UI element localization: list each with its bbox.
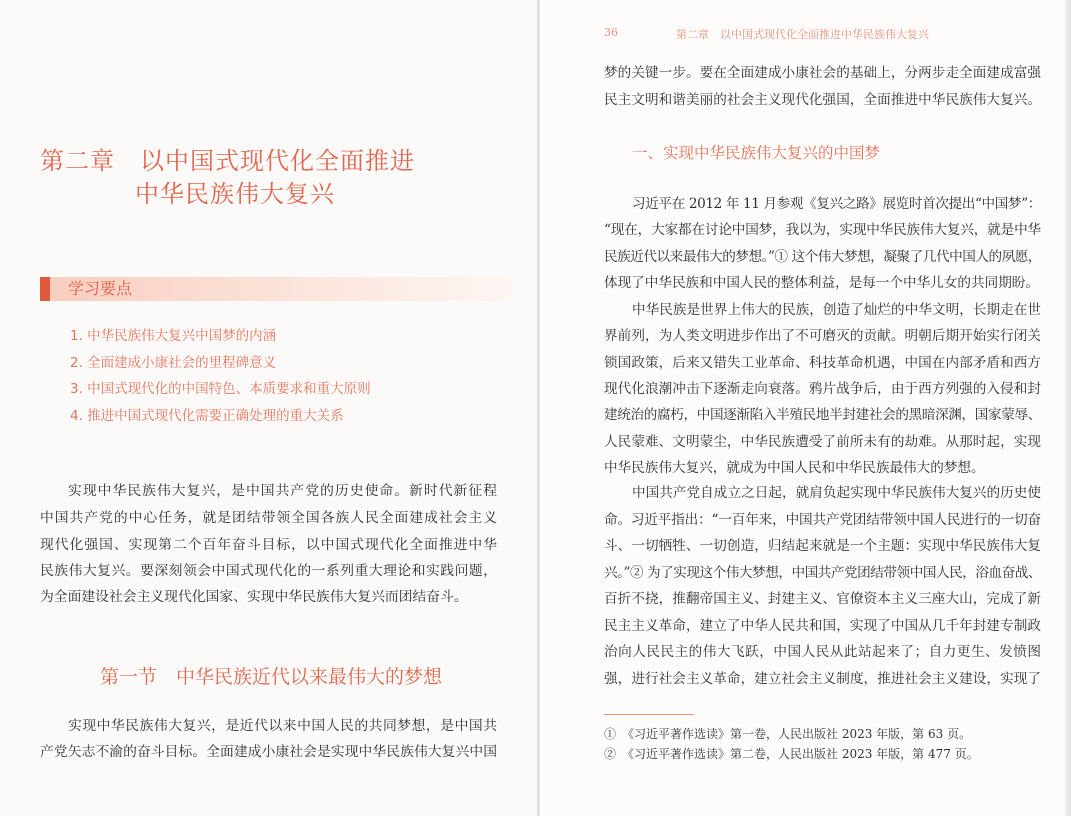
para1-line: 习近平在 2012 年 11 月参观《复兴之路》展览时首次提出“中国梦”：: [632, 196, 1041, 212]
key-point-item: 4. 推进中国式现代化需要正确处理的重大关系: [70, 408, 344, 424]
section-para-line: 产党矢志不渝的奋斗目标。全面建成小康社会是实现中华民族伟大复兴中国: [40, 744, 497, 760]
para2-line: 人民蒙难、文明蒙尘，中华民族遭受了前所未有的劫难。从那时起，实现: [604, 434, 1041, 450]
chapter-title-line-2: 中华民族伟大复兴: [135, 180, 335, 208]
footnote: ① 《习近平著作选读》第一卷，人民出版社 2023 年版，第 63 页。: [604, 727, 972, 741]
intro-line: 中国共产党的中心任务，就是团结带领全国各族人民全面建成社会主义: [40, 510, 497, 526]
para2-line: 锁国政策，后来又错失工业革命、科技革命机遇，中国在内部矛盾和西方: [604, 355, 1041, 371]
para3-line: 中国共产党自成立之日起，就肩负起实现中华民族伟大复兴的历史使: [632, 485, 1041, 501]
para2-line: 建统治的腐朽，中国逐渐陷入半殖民地半封建社会的黑暗深渊，国家蒙辱、: [604, 407, 1041, 423]
cont-para-line: 民主文明和谐美丽的社会主义现代化强国，全面推进中华民族伟大复兴。: [604, 92, 1041, 108]
intro-line: 现代化强国、实现第二个百年奋斗目标，以中国式现代化全面推进中华: [40, 537, 497, 553]
para1-line: 体现了中华民族和中国人民的整体利益，是每一个中华儿女的共同期盼。: [604, 275, 1039, 291]
key-point-item: 2. 全面建成小康社会的里程碑意义: [70, 355, 277, 371]
key-points-banner: [40, 277, 512, 301]
para3-line: 兴。”② 为了实现这个伟大梦想，中国共产党团结带领中国人民，浴血奋战、: [604, 565, 1042, 581]
para3-line: 命。习近平指出：“一百年来，中国共产党团结带领中国人民进行的一切奋: [604, 512, 1041, 528]
footnote-rule: [604, 714, 694, 715]
right-page: [540, 0, 1071, 816]
key-point-item: 3. 中国式现代化的中国特色、本质要求和重大原则: [70, 381, 371, 397]
running-head: 第二章 以中国式现代化全面推进中华民族伟大复兴: [676, 28, 929, 41]
section-title: 第一节 中华民族近代以来最伟大的梦想: [100, 666, 443, 688]
key-points-bar: [40, 277, 50, 301]
para3-line: 百折不挠，推翻帝国主义、封建主义、官僚资本主义三座大山，完成了新: [604, 591, 1041, 607]
para2-line: 界前列，为人类文明进步作出了不可磨灭的贡献。明朝后期开始实行闭关: [604, 328, 1041, 344]
para3-line: 强，进行社会主义革命，建立社会主义制度，推进社会主义建设，实现了: [604, 671, 1041, 687]
para1-line: 民族近代以来最伟大的梦想。”① 这个伟大梦想，凝聚了几代中国人的夙愿，: [604, 249, 1042, 265]
page-number: 36: [604, 26, 618, 39]
para2-line: 中华民族伟大复兴，就成为中国人民和中华民族最伟大的梦想。: [604, 460, 985, 476]
intro-line: 民族伟大复兴。要深刻领会中国式现代化的一系列重大理论和实践问题，: [40, 563, 497, 579]
section-para-line: 实现中华民族伟大复兴，是近代以来中国人民的共同梦想，是中国共: [68, 718, 497, 734]
para3-line: 治向人民民主的伟大飞跃，中国人民从此站起来了；自力更生、发愤图: [604, 644, 1041, 660]
para2-line: 中华民族是世界上伟大的民族，创造了灿烂的中华文明，长期走在世: [632, 302, 1041, 318]
cont-para-line: 梦的关键一步。要在全面建成小康社会的基础上，分两步走全面建成富强: [604, 65, 1041, 81]
key-point-item: 1. 中华民族伟大复兴中国梦的内涵: [70, 328, 277, 344]
page-edge: [1065, 0, 1071, 816]
chapter-title-line-1: 第二章 以中国式现代化全面推进: [40, 147, 415, 175]
para3-line: 斗、一切牺牲、一切创造，归结起来就是一个主题：实现中华民族伟大复: [604, 538, 1041, 554]
para1-line: “现在，大家都在讨论中国梦，我以为，实现中华民族伟大复兴，就是中华: [604, 222, 1041, 238]
intro-line: 实现中华民族伟大复兴，是中国共产党的历史使命。新时代新征程: [68, 483, 497, 499]
subheading: 一、实现中华民族伟大复兴的中国梦: [632, 144, 881, 162]
para3-line: 民主主义革命，建立了中华人民共和国，实现了中国从几千年封建专制政: [604, 618, 1041, 634]
key-points-title: 学习要点: [68, 279, 133, 298]
intro-line: 为全面建设社会主义现代化国家、实现中华民族伟大复兴而团结奋斗。: [40, 589, 468, 605]
para2-line: 现代化浪潮冲击下逐渐走向衰落。鸦片战争后，由于西方列强的入侵和封: [604, 381, 1041, 397]
footnote: ② 《习近平著作选读》第二卷，人民出版社 2023 年版，第 477 页。: [604, 747, 979, 761]
